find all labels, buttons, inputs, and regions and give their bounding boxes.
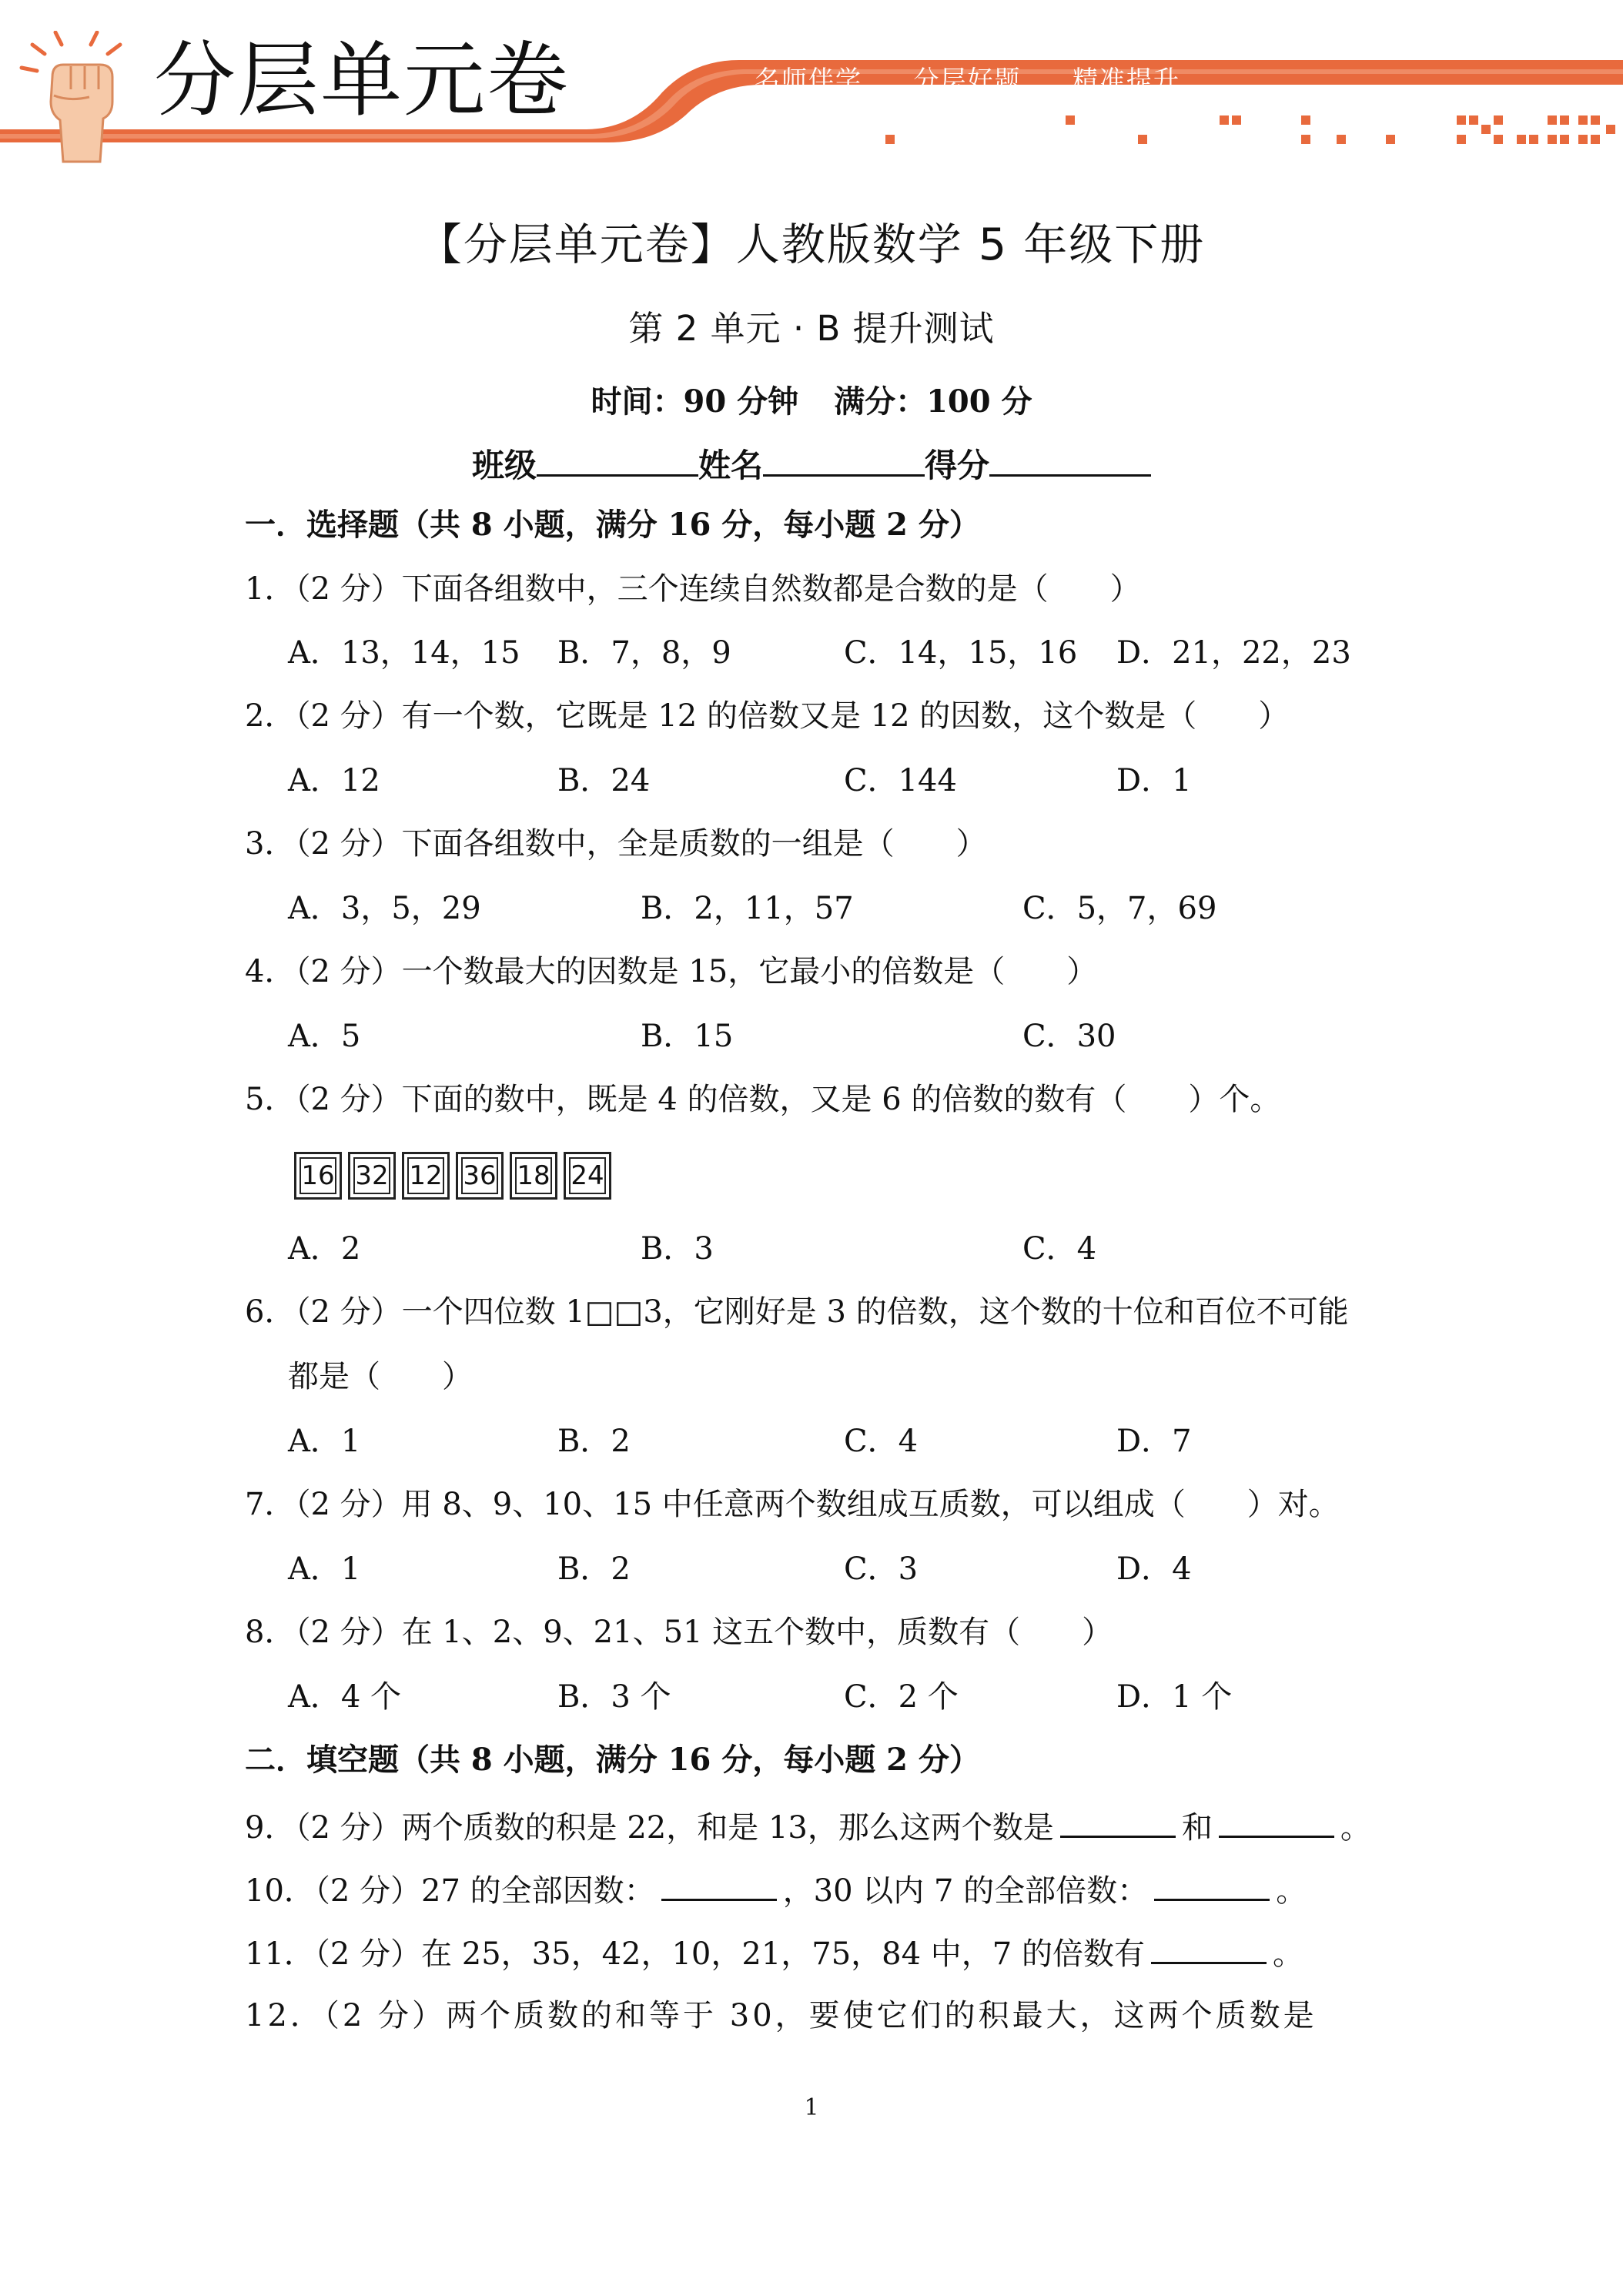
question-text: 。 [1276,1873,1307,1909]
option-a[interactable]: A．13，14，15 [288,635,520,671]
answer-blank[interactable] [661,1869,777,1901]
option-a[interactable]: A．4 个 [288,1679,402,1715]
header-slogan [755,60,1206,96]
option-b[interactable]: B．3 [641,1231,714,1267]
number-card: 32 [348,1152,396,1200]
raised-fist-icon [15,31,139,169]
option-b[interactable]: B．3 个 [557,1679,671,1715]
question-11 [245,1933,1303,1973]
option-a[interactable]: A．5 [288,1019,361,1054]
answer-blank[interactable] [1060,1806,1176,1838]
option-c[interactable]: C．14，15，16 [844,635,1078,671]
question-text: 11．（2 分）在 25，35，42，10，21，75，84 中，7 的倍数有 [245,1936,1145,1972]
question-text: 10．（2 分）27 的全部因数： [245,1873,655,1909]
answer-blank[interactable] [1151,1933,1267,1964]
option-d[interactable]: D．7 [1116,1424,1192,1459]
option-b[interactable]: B．24 [557,763,651,798]
option-c[interactable]: C．3 [844,1551,919,1587]
number-card: 36 [456,1152,504,1200]
option-b[interactable]: B．2 [557,1551,631,1587]
option-b[interactable]: B．2 [557,1424,631,1459]
question-10 [245,1869,1307,1909]
student-info-fields [0,440,1623,487]
question-text: 。 [1272,1936,1303,1972]
option-a[interactable]: A．1 [288,1424,361,1459]
option-c[interactable]: C．4 [844,1424,919,1459]
name-blank[interactable] [763,443,925,477]
option-a[interactable]: A．1 [288,1551,361,1587]
slogan-item: 精准提升 [1073,65,1180,95]
number-cards [294,1152,611,1200]
option-b[interactable]: B．15 [641,1019,734,1054]
option-d[interactable]: D．1 个 [1116,1679,1233,1715]
exam-time: 时间：90 分钟 [591,383,799,420]
question-6-continued: 都是（ ） [288,1359,473,1394]
question-4: 4．（2 分）一个数最大的因数是 15，它最小的倍数是（ ） [245,954,1098,989]
brand-title: 分层单元卷 [154,33,570,128]
question-8: 8．（2 分）在 1、2、9、21、51 这五个数中，质数有（ ） [245,1615,1113,1650]
question-text: ，30 以内 7 的全部倍数： [782,1873,1149,1909]
answer-blank[interactable] [1219,1806,1334,1838]
question-7: 7．（2 分）用 8、9、10、15 中任意两个数组成互质数，可以组成（ ）对。 [245,1487,1340,1522]
question-5: 5．（2 分）下面的数中，既是 4 的倍数，又是 6 的倍数的数有（ ）个。 [245,1082,1281,1117]
answer-blank[interactable] [1154,1869,1270,1901]
section-heading-fill: 二．填空题（共 8 小题，满分 16 分，每小题 2 分） [245,1742,980,1778]
option-c[interactable]: C．30 [1022,1019,1116,1054]
question-3: 3．（2 分）下面各组数中，全是质数的一组是（ ） [245,826,987,862]
field-label-name: 姓名 [698,447,763,484]
option-a[interactable]: A．12 [288,763,380,798]
number-card: 24 [564,1152,611,1200]
question-6: 6．（2 分）一个四位数 1□□3，它刚好是 3 的倍数，这个数的十位和百位不可能 [245,1294,1349,1330]
class-blank[interactable] [537,443,698,477]
option-c[interactable]: C．144 [844,763,957,798]
question-1: 1．（2 分）下面各组数中，三个连续自然数都是合数的是（ ） [245,571,1141,607]
section-heading-choice: 一．选择题（共 8 小题，满分 16 分，每小题 2 分） [245,507,980,543]
option-b[interactable]: B．2，11，57 [641,891,854,926]
question-2: 2．（2 分）有一个数，它既是 12 的倍数又是 12 的因数，这个数是（ ） [245,698,1290,734]
option-d[interactable]: D．4 [1116,1551,1192,1587]
field-label-class: 班级 [471,447,537,484]
slogan-item: 分层好题 [913,65,1022,95]
field-label-score: 得分 [925,447,990,484]
question-text: 。 [1340,1810,1371,1846]
option-a[interactable]: A．3，5，29 [288,891,481,926]
number-card: 12 [402,1152,450,1200]
exam-meta [0,377,1623,421]
number-card: 18 [510,1152,557,1200]
option-c[interactable]: C．2 个 [844,1679,959,1715]
question-text: 和 [1181,1810,1213,1846]
document-title: 【分层单元卷】人教版数学 5 年级下册 [417,219,1206,270]
option-d[interactable]: D．21，22，23 [1116,635,1351,671]
page-number: 1 [804,2094,819,2121]
exam-score: 满分：100 分 [834,383,1032,420]
option-d[interactable]: D．1 [1116,763,1192,798]
question-9 [245,1806,1371,1846]
option-c[interactable]: C．4 [1022,1231,1097,1267]
option-c[interactable]: C．5，7，69 [1022,891,1217,926]
option-b[interactable]: B．7，8，9 [557,635,731,671]
question-text: 12．（2 分）两个质数的和等于 30，要使它们的积最大，这两个质数是 [245,1998,1317,2033]
document-subtitle: 第 2 单元 · B 提升测试 [628,308,995,349]
number-card: 16 [294,1152,342,1200]
option-a[interactable]: A．2 [288,1231,361,1267]
slogan-item: 名师伴学 [755,65,862,95]
score-blank[interactable] [989,443,1151,477]
question-text: 9．（2 分）两个质数的积是 22，和是 13，那么这两个数是 [245,1810,1054,1846]
question-12 [245,1997,1317,2034]
